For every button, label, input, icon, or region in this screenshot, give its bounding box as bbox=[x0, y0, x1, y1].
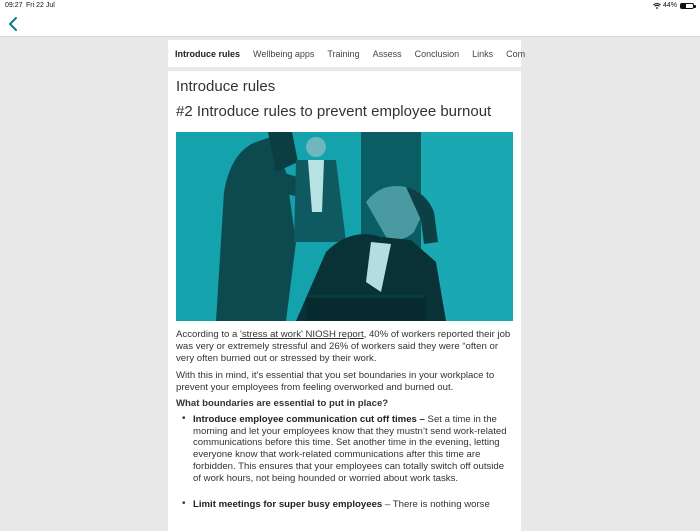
section-title: Introduce rules bbox=[176, 78, 276, 95]
intro-text-before: According to a bbox=[176, 329, 240, 340]
section-tabs bbox=[168, 40, 526, 67]
battery-percent: 44% bbox=[662, 2, 677, 9]
article-headline: #2 Introduce rules to prevent employee burnout bbox=[176, 103, 492, 120]
bullet-title: Limit meetings for super busy employees bbox=[193, 498, 383, 510]
boundaries-paragraph: With this in mind, it’s essential that you set boundaries in your workplace to prevent your employees from feeling overworked and burned out. bbox=[176, 370, 495, 394]
battery-icon bbox=[680, 3, 694, 9]
wifi-icon bbox=[653, 3, 660, 9]
status-date: Fri 22 Jul bbox=[26, 2, 55, 9]
bullet-text: – There is nothing worse bbox=[382, 498, 490, 510]
chevron-left-icon bbox=[6, 16, 22, 32]
boundaries-list bbox=[176, 414, 513, 511]
tab-introduce-rules[interactable]: Introduce rules bbox=[175, 48, 241, 59]
back-button[interactable] bbox=[6, 16, 22, 32]
tab-assess[interactable]: Assess bbox=[372, 48, 402, 59]
status-time: 09:27 bbox=[5, 2, 23, 9]
list-item bbox=[176, 414, 513, 485]
tab-com[interactable]: Com bbox=[506, 48, 526, 59]
intro-text-after: , 40% of workers reported their job was very or extremely stressful and 26% of workers said they were “often or very often burned out or stressed by their work. bbox=[176, 329, 511, 364]
intro-paragraph bbox=[176, 329, 513, 364]
nav-bar bbox=[0, 12, 700, 37]
bullet-text: Set a time in the morning and let your employees know that they mustn’t send work-related communications before this time. Set another time in the evening, letting everyone know that work-related communications after this time are forbidden. This ensures that your employees can totally switch off outside of work hours, not being hounded or worried about work tasks. bbox=[193, 413, 507, 484]
niosh-report-link[interactable]: 'stress at work' NIOSH report bbox=[240, 329, 364, 340]
tab-training[interactable]: Training bbox=[327, 48, 360, 59]
battery-fill bbox=[681, 4, 686, 8]
status-bar bbox=[0, 0, 700, 12]
boundaries-subheading: What boundaries are essential to put in place? bbox=[176, 397, 389, 409]
tab-conclusion[interactable]: Conclusion bbox=[414, 48, 460, 59]
article-card bbox=[168, 71, 521, 531]
bullet-title: Introduce employee communication cut off times – bbox=[193, 413, 425, 425]
status-right bbox=[653, 2, 694, 9]
tab-links[interactable]: Links bbox=[472, 48, 494, 59]
hero-image bbox=[176, 132, 513, 321]
tab-wellbeing-apps[interactable]: Wellbeing apps bbox=[253, 48, 315, 59]
list-item bbox=[176, 499, 513, 511]
